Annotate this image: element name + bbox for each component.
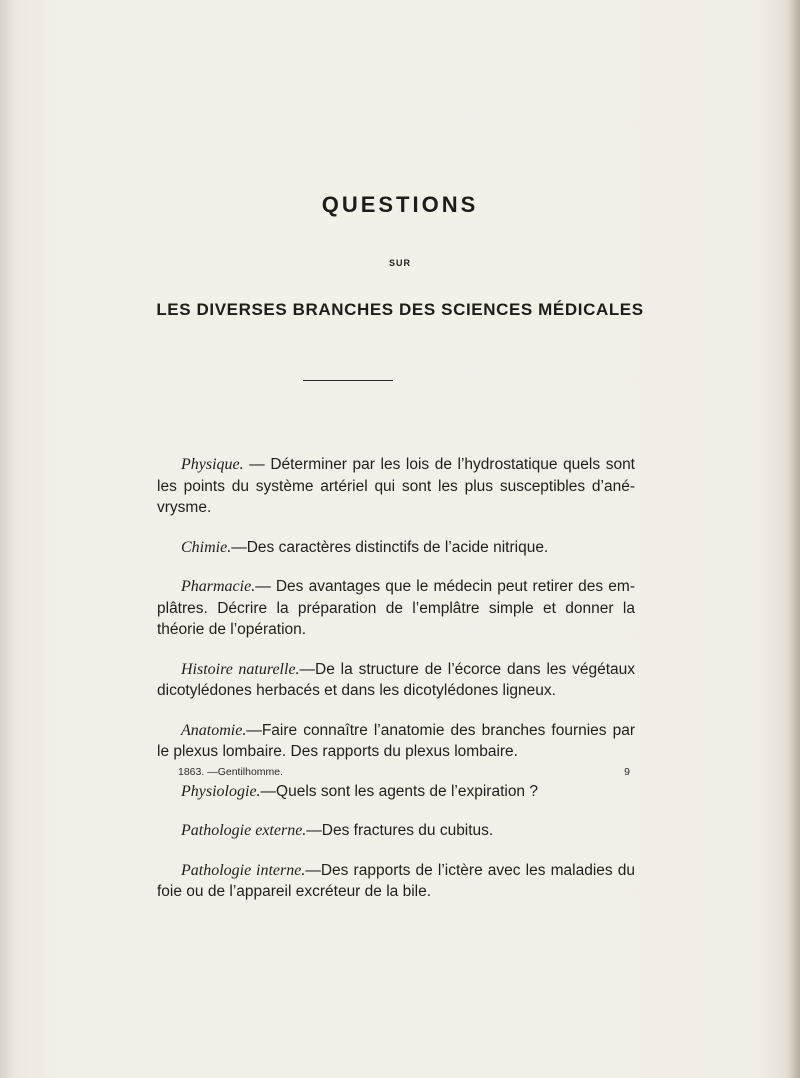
question-separator: — bbox=[299, 660, 316, 678]
page-left-shadow bbox=[0, 0, 14, 1078]
question-text: Déterminer par les lois de l’hydrostatique quels sont les points du système artériel qui sont les plus susceptibles d’ané-vrysme. bbox=[157, 456, 635, 516]
question-separator: — bbox=[305, 861, 321, 879]
question-text: Quels sont les agents de l’expiration ? bbox=[276, 782, 538, 800]
question-text: Des fractures du cubitus. bbox=[321, 822, 494, 839]
title-divider bbox=[303, 380, 393, 381]
question-separator: — bbox=[246, 721, 262, 739]
question-paragraph bbox=[157, 537, 635, 559]
question-text: De la structure de l’écorce dans les végétaux dicotylédones herbacés et dans les dicotylédones ligneux. bbox=[157, 660, 635, 699]
page-number: 9 bbox=[624, 766, 630, 778]
document-title: QUESTIONS bbox=[321, 192, 479, 217]
title-connector: SUR bbox=[388, 258, 411, 268]
question-separator: — bbox=[255, 578, 276, 595]
question-paragraph bbox=[157, 454, 635, 519]
questions-list bbox=[157, 454, 635, 921]
question-text: Des caractères distinctifs de l’acide nitrique. bbox=[246, 538, 549, 556]
question-text: Des rapports de l’ictère avec les maladies du foie ou de l’appareil excréteur de la bile. bbox=[157, 861, 635, 900]
question-label: Pathologie externe. bbox=[181, 822, 307, 839]
printer-signature: 1863. —Gentilhomme. bbox=[178, 766, 284, 778]
question-label: Physiologie. bbox=[181, 782, 261, 800]
question-label: Pharmacie. bbox=[181, 578, 256, 595]
document-subtitle: LES DIVERSES BRANCHES DES SCIENCES MÉDICALES bbox=[156, 300, 644, 319]
question-label: Histoire naturelle. bbox=[181, 660, 300, 678]
page-footer bbox=[178, 766, 630, 778]
question-separator: — bbox=[306, 822, 322, 839]
question-paragraph bbox=[157, 576, 635, 641]
question-label: Chimie. bbox=[181, 538, 232, 556]
question-paragraph bbox=[157, 659, 635, 702]
question-text: Des avantages que le médecin peut retirer des em-plâtres. Décrire la préparation de l’emplâtre simple et donner la théorie de l’opération. bbox=[157, 578, 635, 638]
question-label: Pathologie interne. bbox=[181, 861, 306, 879]
page-binding-shadow bbox=[786, 0, 800, 1078]
question-label: Physique. bbox=[181, 456, 244, 473]
question-label: Anatomie. bbox=[181, 721, 247, 739]
question-text: Faire connaître l’anatomie des branches fournies par le plexus lombaire. Des rapports du plexus lombaire. bbox=[157, 721, 635, 760]
question-paragraph bbox=[157, 820, 635, 842]
question-separator: — bbox=[260, 782, 277, 800]
question-paragraph bbox=[157, 720, 635, 763]
question-separator: — bbox=[243, 456, 271, 473]
question-paragraph bbox=[157, 860, 635, 903]
question-separator: — bbox=[231, 538, 247, 556]
question-paragraph bbox=[157, 781, 635, 803]
